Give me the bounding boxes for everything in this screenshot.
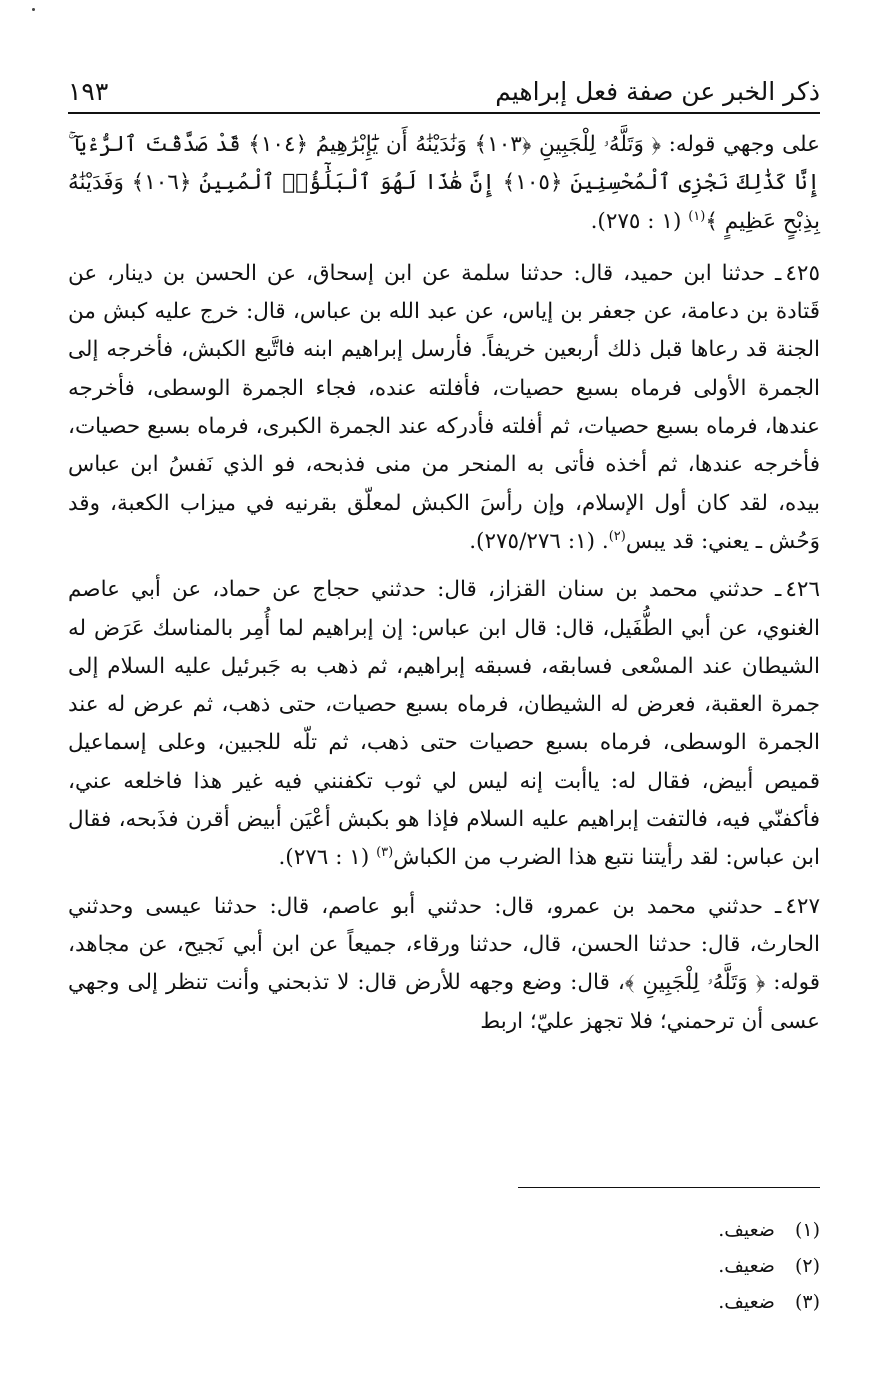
footnote-item (500, 1284, 820, 1320)
page-header (68, 66, 820, 106)
paragraph-tail: (١ : ٢٧٦). (278, 845, 377, 871)
paragraph-text: على وجهي قوله: ﴿ وَتَلَّهُۥ لِلْجَبِينِ ﴿١٠٣﴾ وَنَٰدَيْنَٰهُ أَن يَٰٓإِبْرَٰهِيمُ ﴿١٠٤﴾ قَدْ صَدَّقْتَ ٱلرُّءْيَآ ۚ إِنَّا كَذَٰلِكَ نَجْزِى ٱلْمُحْسِنِينَ ﴿١٠٥﴾ إِنَّ هَٰذَا لَهُوَ ٱلْبَلَٰٓؤُا۟ ٱلْمُبِينُ ﴿١٠٦﴾ وَفَدَيْنَٰهُ بِذِبْحٍ عَظِيمٍ ﴾ (68, 132, 820, 234)
hadith-number: ٤٢٥ (785, 260, 820, 286)
footnote-number: (٢) (794, 1255, 820, 1277)
hadith-number: ٤٢٧ (785, 893, 820, 919)
footnote-ref: (٢) (608, 528, 626, 544)
hadith-number: ٤٢٦ (785, 577, 820, 603)
footnotes (500, 1212, 820, 1320)
page-number: ١٩٣ (68, 77, 109, 106)
header-rule (68, 112, 820, 114)
paragraph-427 (68, 888, 820, 1041)
footnote-number: (٣) (794, 1291, 820, 1313)
footnote-ref: (٣) (376, 845, 394, 861)
paragraph-quran-quote (68, 126, 820, 241)
footnote-rule (518, 1187, 820, 1188)
footnote-text: ضعيف. (718, 1255, 775, 1277)
paragraph-426 (68, 571, 820, 877)
footnote-text: ضعيف. (718, 1219, 775, 1241)
paragraph-text: ـ حدثنا ابن حميد، قال: حدثنا سلمة عن ابن إسحاق، عن الحسن بن دينار، عن قَتادة بن دعامة، عن جعفر بن إياس، عن عبد الله بن عباس، قال: خرج عليه كبش من الجنة قد رعاها قبل ذلك أربعين خريفاً. فأرسل إبراهيم ابنه فاتَّبع الكبش، فأخرجه إلى الجمرة الأولى فرماه بسبع حصيات، فأفلته عنده، فجاء الجمرة الوسطى، فأخرجه عندها، فرماه بسبع حصيات، ثم أفلته فأدركه عند الجمرة الكبرى، فرماه بسبع حصيات، فأخرجه عندها، ثم أخذه فأتى به المنحر من منى فذبحه، فو الذي نَفسُ ابن عباس بيده، لقد كان أول الإسلام، وإن رأسَ الكبش لمعلّق بقرنيه في ميزاب الكعبة، وقد وَحُش ـ يعني: قد يبس (68, 260, 820, 554)
paragraph-text: ـ حدثني محمد بن عمرو، قال: حدثني أبو عاصم، قال: حدثنا عيسى وحدثني الحارث، قال: حدثنا الحسن، قال، حدثنا ورقاء، جميعاً عن ابن أبي نَجيح، عن مجاهد، قوله: ﴿ وَتَلَّهُۥ لِلْجَبِينِ ﴾، قال: وضع وجهه للأرض قال: لا تذبحني وأنت تنظر إلى وجهي عسى أن ترحمني؛ فلا تجهز عليّ؛ اربط (68, 893, 820, 1034)
running-title: ذكر الخبر عن صفة فعل إبراهيم (495, 77, 820, 106)
footnote-number: (١) (794, 1219, 820, 1241)
paragraph-425 (68, 255, 820, 561)
footnote-text: ضعيف. (718, 1291, 775, 1313)
paragraph-tail: . (١: ٢٧٥/٢٧٦). (469, 528, 609, 554)
scan-speck (32, 8, 35, 11)
paragraph-tail: (١ : ٢٧٥). (590, 208, 689, 234)
footnote-item (500, 1248, 820, 1284)
footnote-item (500, 1212, 820, 1248)
footnote-ref: (١) (688, 208, 706, 224)
main-text (68, 126, 820, 1051)
paragraph-text: ـ حدثني محمد بن سنان القزاز، قال: حدثني حجاج عن حماد، عن أبي عاصم الغنوي، عن أبي الطُّفَيل، قال: قال ابن عباس: إن إبراهيم لما أُمِر بالمناسك عَرَض له الشيطان عند المسْعى فسابقه، فسبقه إبراهيم، ثم ذهب به جَبرئيل عليه السلام إلى جمرة العقبة، فعرض له الشيطان، فرماه بسبع حصيات، حتى ذهب، ثم عرض له عند الجمرة الوسطى، فرماه بسبع حصيات حتى ذهب، ثم تلّه للجبين، وعلى إسماعيل قميص أبيض، فقال له: ياأبت إنه ليس لي ثوب تكفنني فيه غير هذا فاخلعه عني، فأكفنّي فيه، فالتفت إبراهيم عليه السلام فإذا هو بكبش أعْيَن أبيض أقرن فذَبحه، فقال ابن عباس: لقد رأيتنا نتبع هذا الضرب من الكباش (68, 577, 820, 871)
